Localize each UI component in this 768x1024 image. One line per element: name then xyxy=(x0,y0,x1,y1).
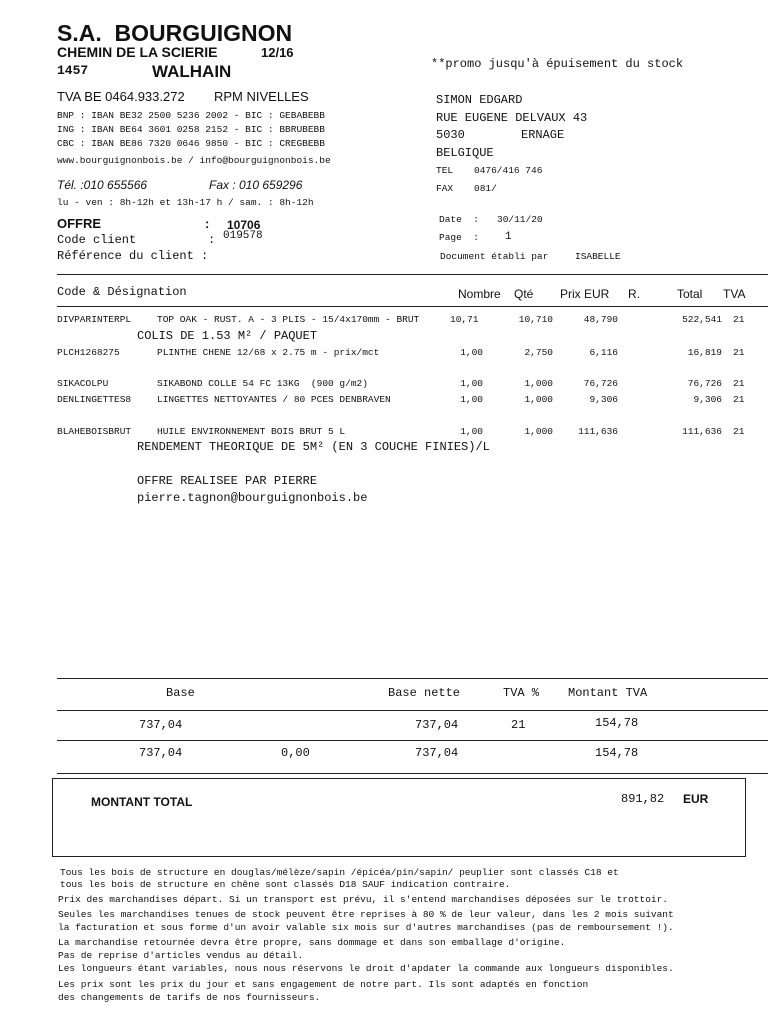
condition-line: Les longueurs étant variables, nous nous réservons le droit d'apdater la commande aux longueurs disponibles. xyxy=(58,963,674,974)
table-row-total: 9,306 xyxy=(693,394,722,405)
summary-base-nette: 737,04 xyxy=(415,718,459,732)
bank-line: BNP : IBAN BE32 2500 5236 2002 - BIC : GEBABEBB xyxy=(57,110,325,121)
table-row-tva: 21 xyxy=(733,347,745,358)
table-row-code: DIVPARINTERPL xyxy=(57,314,132,325)
table-row-nombre: 1,00 xyxy=(460,378,483,389)
offer-label: OFFRE xyxy=(57,216,102,231)
page-label: Page : xyxy=(439,232,479,243)
summary-base: 737,04 xyxy=(139,746,183,760)
condition-line: Les prix sont les prix du jour et sans engagement de notre part. Ils sont adaptés en fonction xyxy=(58,979,589,990)
table-row-total: 111,636 xyxy=(682,426,722,437)
table-row-total: 16,819 xyxy=(687,347,722,358)
client-postcode: 5030 xyxy=(436,128,465,142)
table-row-total: 76,726 xyxy=(687,378,722,389)
client-tel: 0476/416 746 xyxy=(474,165,543,176)
client-fax-label: FAX xyxy=(436,183,454,194)
bank-line: CBC : IBAN BE86 7320 0646 9850 - BIC : CREGBEBB xyxy=(57,138,325,149)
total-label: MONTANT TOTAL xyxy=(91,795,193,809)
table-row-prix: 111,636 xyxy=(578,426,618,437)
header-total: Total xyxy=(677,287,703,301)
table-row-total: 522,541 xyxy=(682,314,722,325)
offer-colon: : xyxy=(205,216,210,231)
table-row-desc: TOP OAK - RUST. A - 3 PLIS - 15/4x170mm - BRUT xyxy=(157,314,420,325)
summary-discount: 0,00 xyxy=(281,746,310,760)
table-row-code: DENLINGETTES8 xyxy=(57,394,132,405)
table-row-qte: 2,750 xyxy=(524,347,553,358)
condition-line: Prix des marchandises départ. Si un transport est prévu, il s'entend marchandises déposées sur le trottoir. xyxy=(58,894,668,905)
offer-number: 10706 xyxy=(227,218,261,232)
client-code-label: Code client xyxy=(57,233,137,247)
table-row-desc: PLINTHE CHENE 12/68 x 2.75 m - prix/mct xyxy=(157,347,380,358)
note-email: pierre.tagnon@bourguignonbois.be xyxy=(137,491,368,505)
company-street: CHEMIN DE LA SCIERIE xyxy=(57,44,218,60)
condition-line: la facturation et sous forme d'un avoir valable six mois sur d'autres marchandises (pas de remboursement !). xyxy=(58,922,674,933)
client-reference-label: Référence du client : xyxy=(57,249,209,263)
promo-note: **promo jusqu'à épuisement du stock xyxy=(431,57,684,71)
page-value: 1 xyxy=(505,231,512,243)
company-tel: Tél. :010 655566 xyxy=(57,178,148,192)
summary-header-montant-tva: Montant TVA xyxy=(568,686,648,700)
table-row-nombre: 1,00 xyxy=(460,426,483,437)
table-row-qte: 1,000 xyxy=(524,378,553,389)
summary-tva-pct: 21 xyxy=(511,718,526,732)
summary-mid-rule xyxy=(57,740,768,741)
company-web: www.bourguignonbois.be / info@bourguignonbois.be xyxy=(57,155,331,166)
bank-line: ING : IBAN BE64 3601 0258 2152 - BIC : BBRUBEBB xyxy=(57,124,325,135)
summary-base: 737,04 xyxy=(139,718,183,732)
table-row-code: PLCH1268275 xyxy=(57,347,120,358)
header-tva: TVA xyxy=(723,287,746,301)
total-currency: EUR xyxy=(683,792,709,806)
table-row-code: SIKACOLPU xyxy=(57,378,109,389)
condition-line: Seules les marchandises tenues de stock peuvent être reprises à 80 % de leur valeur, dans les 2 mois suivant xyxy=(58,909,674,920)
header-code: Code & Désignation xyxy=(57,285,187,299)
summary-header-base-nette: Base nette xyxy=(388,686,461,700)
table-row-qte: 10,710 xyxy=(518,314,553,325)
total-amount: 891,82 xyxy=(621,792,665,806)
summary-header-base: Base xyxy=(166,686,195,700)
table-row-desc: HUILE ENVIRONNEMENT BOIS BRUT 5 L xyxy=(157,426,346,437)
client-fax: 081/ xyxy=(474,183,497,194)
condition-line: tous les bois de structure en chêne sont classés D18 SAUF indication contraire. xyxy=(60,879,511,890)
table-row-qte: 1,000 xyxy=(524,426,553,437)
summary-header-rule xyxy=(57,710,768,711)
table-row-nombre: 1,00 xyxy=(460,347,483,358)
table-row-code: BLAHEBOISBRUT xyxy=(57,426,132,437)
table-row-desc: LINGETTES NETTOYANTES / 80 PCES DENBRAVEN xyxy=(157,394,391,405)
table-row-prix: 48,790 xyxy=(583,314,618,325)
table-row-qte: 1,000 xyxy=(524,394,553,405)
author-label: Document établi par xyxy=(440,251,549,262)
header-r: R. xyxy=(628,287,640,301)
note-rendement: RENDEMENT THEORIQUE DE 5M² (EN 3 COUCHE FINIES)/L xyxy=(137,440,490,454)
table-row-tva: 21 xyxy=(733,426,745,437)
date-label: Date : xyxy=(439,214,479,225)
table-row-prix: 6,116 xyxy=(589,347,618,358)
table-row-prix: 9,306 xyxy=(589,394,618,405)
table-top-rule xyxy=(57,274,768,275)
header-prix: Prix EUR xyxy=(560,287,610,301)
date-value: 30/11/20 xyxy=(497,214,543,225)
table-row-tva: 21 xyxy=(733,394,745,405)
table-row-nombre: 1,00 xyxy=(460,394,483,405)
note-offre-par: OFFRE REALISEE PAR PIERRE xyxy=(137,474,318,488)
table-row-desc: SIKABOND COLLE 54 FC 13KG (900 g/m2) xyxy=(157,378,368,389)
table-row-tva: 21 xyxy=(733,314,745,325)
summary-header-tva-pct: TVA % xyxy=(503,686,540,700)
company-hours: lu - ven : 8h-12h et 13h-17 h / sam. : 8h-12h xyxy=(57,197,314,208)
condition-line: Pas de reprise d'articles vendus au détail. xyxy=(58,950,304,961)
note-colis: COLIS DE 1.53 M² / PAQUET xyxy=(137,329,318,343)
company-fax: Fax : 010 659296 xyxy=(209,178,303,192)
summary-top-rule xyxy=(57,678,768,679)
summary-montant-tva: 154,78 xyxy=(595,746,639,760)
client-street: RUE EUGENE DELVAUX 43 xyxy=(436,111,588,125)
table-header-rule xyxy=(57,306,768,307)
total-box xyxy=(52,778,746,857)
company-rpm: RPM NIVELLES xyxy=(214,89,309,104)
header-nombre: Nombre xyxy=(458,287,501,301)
client-name: SIMON EDGARD xyxy=(436,93,523,107)
table-row-tva: 21 xyxy=(733,378,745,389)
condition-line: des changements de tarifs de nos fournisseurs. xyxy=(58,992,321,1003)
summary-montant-tva: 154,78 xyxy=(595,716,639,730)
company-street-number: 12/16 xyxy=(261,45,294,60)
table-row-prix: 76,726 xyxy=(583,378,618,389)
client-tel-label: TEL xyxy=(436,165,454,176)
summary-base-nette: 737,04 xyxy=(415,746,459,760)
client-code-colon: : xyxy=(208,233,216,247)
summary-bottom-rule xyxy=(57,773,768,774)
company-city: WALHAIN xyxy=(152,62,232,81)
header-qte: Qté xyxy=(514,287,534,301)
author-value: ISABELLE xyxy=(575,251,621,262)
client-city: ERNAGE xyxy=(521,128,565,142)
company-vat: TVA BE 0464.933.272 xyxy=(57,89,185,104)
client-country: BELGIQUE xyxy=(436,146,494,160)
table-row-nombre: 10,71 xyxy=(450,314,479,325)
condition-line: Tous les bois de structure en douglas/mélèze/sapin /épicéa/pin/sapin/ peuplier sont classés C18 et xyxy=(60,867,619,878)
client-code: 019578 xyxy=(223,230,263,242)
company-postcode: 1457 xyxy=(57,63,89,78)
company-name: S.A. BOURGUIGNON xyxy=(57,20,293,46)
condition-line: La marchandise retournée devra être propre, sans dommage et dans son emballage d'origine. xyxy=(58,937,566,948)
